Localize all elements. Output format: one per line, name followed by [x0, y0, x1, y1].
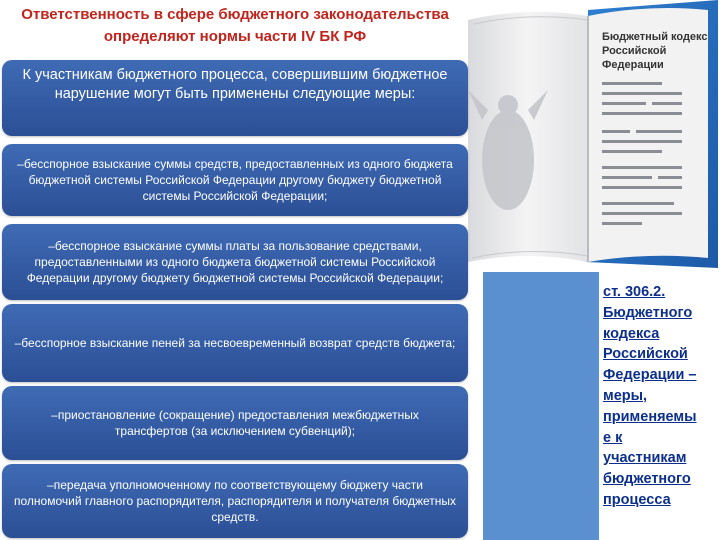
measure-text: –бесспорное взыскание пеней за несвоевременный возврат средств бюджета;: [14, 336, 456, 350]
article-link[interactable]: [603, 282, 717, 511]
article-line: кодекса: [603, 325, 660, 342]
measure-box: [2, 144, 468, 216]
book-icon: [468, 0, 720, 268]
intro-box: [2, 60, 468, 136]
measure-text: –передача уполномоченному по соответствующему бюджету части полномочий главного распорядителя, распорядителя и получателя бюджетных средств.: [14, 478, 456, 524]
article-line: бюджетного: [603, 471, 691, 488]
book-title-line3: Федерации: [602, 59, 664, 71]
intro-text: К участникам бюджетного процесса, совершившим бюджетное нарушение могут быть применены следующие меры:: [22, 67, 448, 102]
side-panel: [483, 272, 599, 540]
svg-text:Бюджетный кодекс: [602, 31, 708, 43]
measure-box: [2, 224, 468, 300]
page-title-line1: Ответственность в сфере бюджетного законодательства: [21, 6, 449, 23]
article-line: ст. 306.2.: [603, 284, 666, 300]
article-line: применяемы: [603, 408, 697, 425]
page-title-line2: определяют нормы части IV БК РФ: [103, 28, 367, 45]
measure-text: –бесспорное взыскание суммы средств, предоставленных из одного бюджета бюджетной системы Российской Федерации другому бюджету бюджетной системы Российской Федерации;: [17, 157, 453, 203]
svg-text:Федерации: [602, 59, 664, 71]
book-title-line1: Бюджетный кодекс: [602, 31, 708, 43]
measure-box: [2, 464, 468, 538]
article-line: Федерации –: [603, 367, 697, 384]
book-title-line2: Российской: [602, 45, 667, 57]
article-line: е к: [603, 429, 623, 446]
measure-text: –бесспорное взыскание суммы платы за пользование средствами, предоставленными из одного бюджета бюджетной системы Российской Федерации другому бюджету бюджетной системы Российской Федерации;: [26, 239, 444, 285]
article-line: процесса: [603, 491, 671, 508]
page-title: [0, 4, 470, 48]
article-line: участникам: [603, 450, 687, 467]
measure-box: [2, 304, 468, 382]
article-line: меры,: [603, 387, 648, 404]
measure-box: [2, 386, 468, 460]
article-line: Бюджетного: [603, 304, 693, 321]
article-line: Российской: [603, 346, 688, 363]
svg-text:Российской: [602, 45, 666, 57]
measure-text: –приостановление (сокращение) предоставления межбюджетных трансфертов (за исключением субвенций);: [51, 408, 419, 438]
